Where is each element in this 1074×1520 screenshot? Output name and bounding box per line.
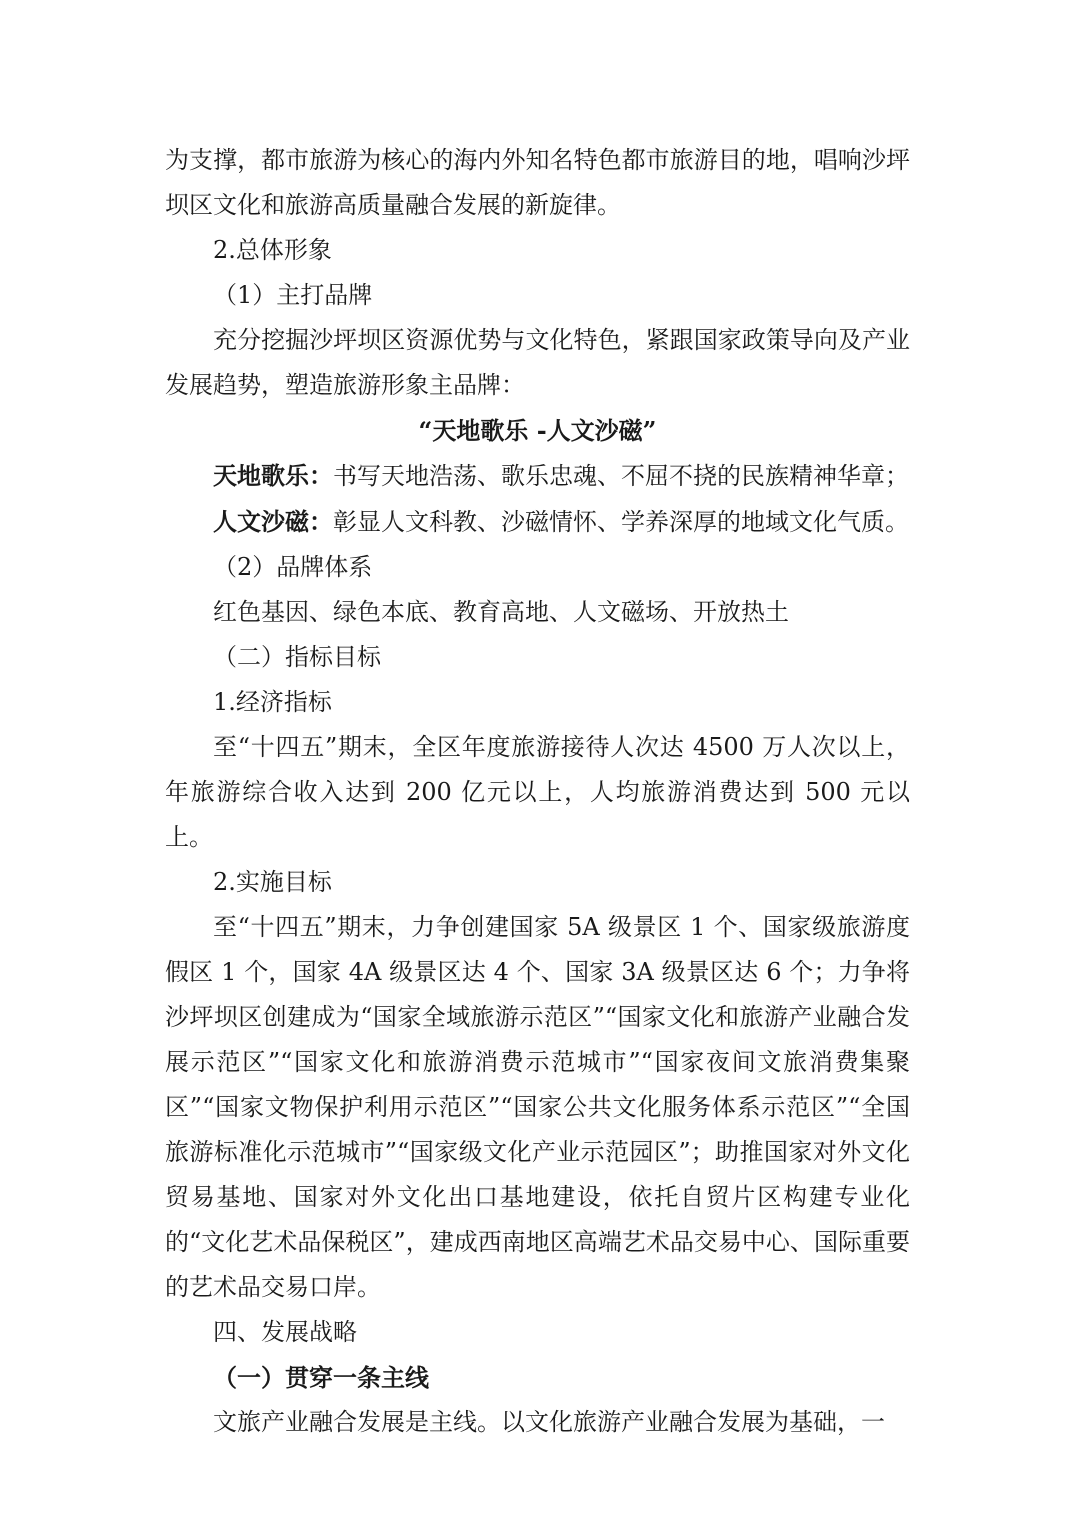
paragraph-term-2 <box>165 499 910 545</box>
paragraph-implementation: 至“十四五”期末，力争创建国家 5A 级景区 1 个、国家级旅游度假区 1 个，国家 4A 级景区达 4 个、国家 3A 级景区达 6 个；力争将沙坪坝区创建成为“国家全域旅游示范区”“国家文化和旅游产业融合发展示范区”“国家文化和旅游消费示范城市”“国家夜间文旅消费集聚区”“国家文物保护利用示范区”“国家公共文化服务体系示范区”“全国旅游标准化示范城市”“国家级文化产业示范园区”；助推国家对外文化贸易基地、国家对外文化出口基地建设，依托自贸片区构建专业化的“文化艺术品保税区”，建成西南地区高端艺术品交易中心、国际重要的艺术品交易口岸。 <box>165 913 910 1301</box>
brand-slogan: “天地歌乐 -人文沙磁” <box>418 416 657 445</box>
heading-indicators: （二）指标目标 <box>213 643 381 671</box>
paragraph-economic: 至“十四五”期末，全区年度旅游接待人次达 4500 万人次以上，年旅游综合收入达到 200 亿元以上，人均旅游消费达到 500 元以上。 <box>165 733 910 851</box>
paragraph-main-line: 文旅产业融合发展是主线。以文化旅游产业融合发展为基础，一 <box>213 1408 885 1436</box>
heading-main-line: （一）贯穿一条主线 <box>213 1363 429 1392</box>
heading-economic: 1.经济指标 <box>213 688 332 716</box>
paragraph-term-1 <box>165 453 910 499</box>
term-label-1: 天地歌乐： <box>213 461 333 490</box>
term-label-2: 人文沙磁： <box>213 507 333 536</box>
paragraph-brand-system: 红色基因、绿色本底、教育高地、人文磁场、开放热土 <box>213 598 789 626</box>
term-desc-2: 彰显人文科教、沙磁情怀、学养深厚的地域文化气质。 <box>333 508 909 536</box>
heading-strategy: 四、发展战略 <box>213 1318 357 1346</box>
heading-main-brand: （1）主打品牌 <box>213 281 373 309</box>
term-desc-1: 书写天地浩荡、歌乐忠魂、不屈不挠的民族精神华章； <box>333 462 909 490</box>
paragraph-brand-intro: 充分挖掘沙坪坝区资源优势与文化特色，紧跟国家政策导向及产业发展趋势，塑造旅游形象主品牌： <box>165 326 910 399</box>
heading-implementation: 2.实施目标 <box>213 868 332 896</box>
heading-brand-system: （2）品牌体系 <box>213 553 373 581</box>
heading-overall-image: 2.总体形象 <box>213 236 332 264</box>
paragraph-continuation: 为支撑，都市旅游为核心的海内外知名特色都市旅游目的地，唱响沙坪坝区文化和旅游高质量融合发展的新旋律。 <box>165 146 910 219</box>
document-body <box>165 138 910 1445</box>
